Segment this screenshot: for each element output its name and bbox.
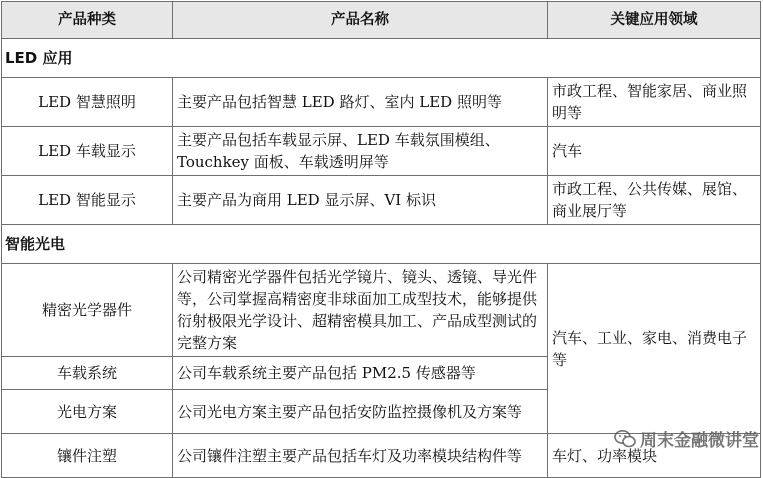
- section-title-led: LED 应用: [2, 39, 761, 78]
- watermark: [614, 426, 759, 451]
- row-category: LED 智能显示: [2, 176, 173, 225]
- row-category: LED 智慧照明: [2, 78, 173, 127]
- row-name: 主要产品为商用 LED 显示屏、VI 标识: [173, 176, 548, 225]
- watermark-text: 周末金融微讲堂: [640, 431, 759, 451]
- row-name: 主要产品包括智慧 LED 路灯、室内 LED 照明等: [173, 78, 548, 127]
- row-category: 光电方案: [2, 390, 173, 434]
- row-category: 镶件注塑: [2, 434, 173, 478]
- header-name: 产品名称: [173, 2, 548, 39]
- row-field: 市政工程、公共传媒、展馆、商业展厅等: [548, 176, 761, 225]
- table-row: [2, 78, 761, 127]
- row-field: 市政工程、智能家居、商业照明等: [548, 78, 761, 127]
- table-row: [2, 127, 761, 176]
- section-row-optical: [2, 225, 761, 264]
- row-category: 车载系统: [2, 357, 173, 390]
- row-name: 公司镶件注塑主要产品包括车灯及功率模块结构件等: [173, 434, 548, 478]
- row-category: LED 车载显示: [2, 127, 173, 176]
- section-row-led: [2, 39, 761, 78]
- row-field-merged: 汽车、工业、家电、消费电子等: [548, 264, 761, 434]
- row-field: 汽车: [548, 127, 761, 176]
- table-row: [2, 264, 761, 357]
- wechat-icon: [614, 429, 636, 449]
- header-row: [2, 2, 761, 39]
- product-table: [1, 1, 761, 478]
- row-field: 车灯、功率模块: [548, 434, 761, 478]
- row-category: 精密光学器件: [2, 264, 173, 357]
- header-category: 产品种类: [2, 2, 173, 39]
- table-row: [2, 176, 761, 225]
- row-name: 公司光电方案主要产品包括安防监控摄像机及方案等: [173, 390, 548, 434]
- row-name: 主要产品包括车载显示屏、LED 车载氛围模组、Touchkey 面板、车载透明屏等: [173, 127, 548, 176]
- header-field: 关键应用领域: [548, 2, 761, 39]
- row-name: 公司精密光学器件包括光学镜片、镜头、透镜、导光件等，公司掌握高精密度非球面加工成型技术，能够提供衍射极限光学设计、超精密模具加工、产品成型测试的完整方案: [173, 264, 548, 357]
- row-name: 公司车载系统主要产品包括 PM2.5 传感器等: [173, 357, 548, 390]
- section-title-optical: 智能光电: [2, 225, 761, 264]
